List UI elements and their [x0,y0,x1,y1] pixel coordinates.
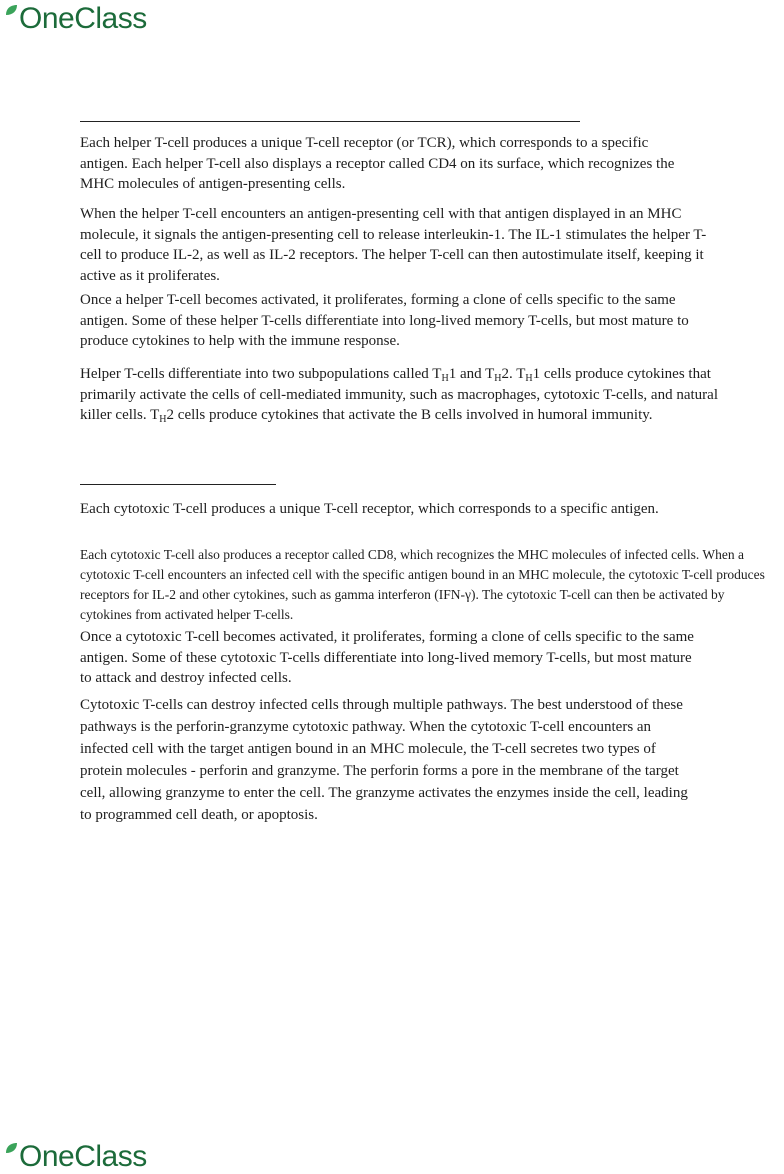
oneclass-logo-top [4,2,147,36]
cytotoxic-paragraph-1: Each cytotoxic T-cell produces a unique T-cell receptor, which corresponds to a specific antigen. [80,501,659,517]
brand-name: OneClass [19,2,147,35]
helper-paragraph-1: Each helper T-cell produces a unique T-cell receptor (or TCR), which corresponds to a specific antigen. Each helper T-cell also displays a receptor called CD4 on its surface, which recognizes the MHC molecules of antigen-presenting cells. [80,135,675,192]
cytotoxic-paragraph-4: Cytotoxic T-cells can destroy infected cells through multiple pathways. The best understood of these pathways is the perforin-granzyme cytotoxic pathway. When the cytotoxic T-cell encounters an infected cell with the target antigen bound in an MHC molecule, the T-cell secretes two types of protein molecules - perforin and granzyme. The perforin forms a pore in the membrane of the target cell, allowing granzyme to enter the cell. The granzyme activates the enzymes inside the cell, leading to programmed cell death, or apoptosis. [80,697,688,823]
section-title-blank-helper [80,121,580,122]
cytotoxic-paragraph-3: Once a cytotoxic T-cell becomes activated, it proliferates, forming a clone of cells specific to the same antigen. Some of these cytotoxic T-cells differentiate into long-lived memory T-cells, but most mature to attack and destroy infected cells. [80,629,694,686]
helper-paragraph-2: When the helper T-cell encounters an antigen-presenting cell with that antigen displayed in an MHC molecule, it signals the antigen-presenting cell to release interleukin-1. The IL-1 stimulates the helper T-cell to produce IL-2, as well as IL-2 receptors. The helper T-cell can then autostimulate itself, keeping it active as it proliferates. [80,206,707,284]
leaf-icon [4,1142,18,1154]
section-title-blank-cytotoxic [80,484,276,485]
brand-name: OneClass [19,1140,147,1173]
helper-paragraph-4: Helper T-cells differentiate into two subpopulations called $T_H1$ and $T_H2$. $T_H1$ cells produce cytokines that primarily activate the cells of cell-mediated immunity, such as macrophages, cytotoxic T-cells, and natural killer cells. $T_H2$ cells produce cytokines that activate the B cells involved in humoral immunity. [80,366,718,425]
oneclass-logo-bottom [4,1140,147,1174]
leaf-icon [4,4,18,16]
cytotoxic-paragraph-2: Each cytotoxic T-cell also produces a receptor called CD8, which recognizes the MHC molecules of infected cells. When a cytotoxic T-cell encounters an infected cell with the specific antigen bound in an MHC molecule, the cytotoxic T-cell produces receptors for IL-2 and other cytokines, such as gamma interferon (IFN-γ). The cytotoxic T-cell can then be activated by cytokines from activated helper T-cells. [80,547,765,622]
helper-paragraph-3: Once a helper T-cell becomes activated, it proliferates, forming a clone of cells specific to the same antigen. Some of these helper T-cells differentiate into long-lived memory T-cells, but most mature to produce cytokines to help with the immune response. [80,292,689,349]
